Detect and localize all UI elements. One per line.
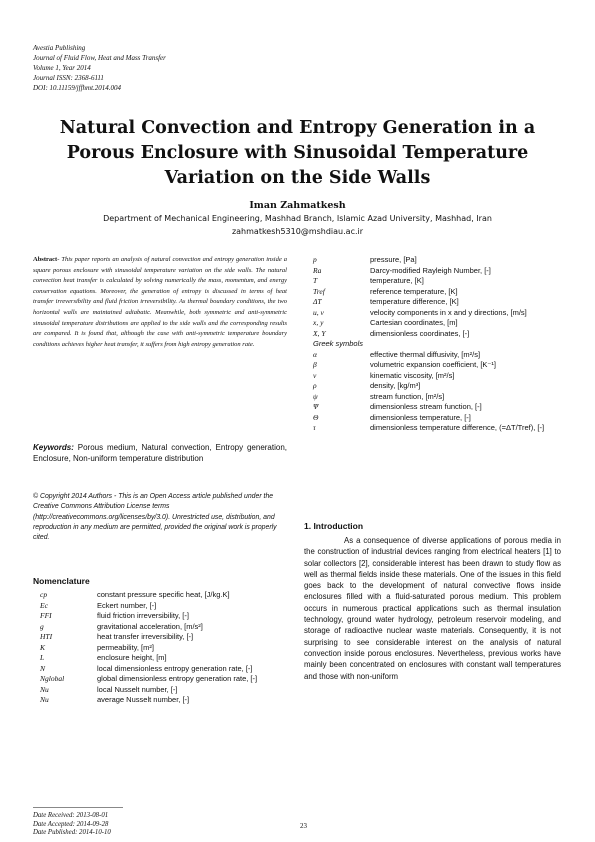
- nomenclature-row: [40, 632, 285, 643]
- title-line-2: Porous Enclosure with Sinusoidal Temperature: [66, 143, 529, 163]
- nomenclature-description: average Nusselt number, [-]: [97, 695, 190, 704]
- nomenclature-description: Cartesian coordinates, [m]: [370, 318, 458, 327]
- nomenclature-right-list: [313, 255, 563, 434]
- nomenclature-description: Darcy-modified Rayleigh Number, [-]: [370, 265, 491, 275]
- page-number: 23: [300, 822, 307, 830]
- nomenclature-description: dimensionless stream function, [-]: [370, 402, 482, 411]
- nomenclature-symbol: Θ: [313, 412, 319, 422]
- nomenclature-left-list: [40, 590, 285, 706]
- nomenclature-row: [313, 360, 563, 371]
- nomenclature-row: [40, 611, 285, 622]
- nomenclature-row: [313, 371, 563, 382]
- nomenclature-symbol: ν: [313, 370, 317, 380]
- nomenclature-row: [40, 653, 285, 664]
- nomenclature-description: volumetric expansion coefficient, [K⁻¹]: [370, 360, 496, 369]
- nomenclature-description: kinematic viscosity, [m²/s]: [370, 370, 455, 380]
- nomenclature-row: [313, 350, 563, 361]
- nomenclature-description: heat transfer irreversibility, [-]: [97, 632, 194, 641]
- nomenclature-row: [40, 622, 285, 633]
- nomenclature-description: permeability, [m²]: [97, 642, 154, 652]
- publisher-line: Avestia Publishing: [33, 44, 86, 52]
- nomenclature-description: dimensionless temperature difference, (=ΔT/Tref), [-]: [370, 423, 545, 432]
- abstract-text: - This paper reports an analysis of natural convection and entropy generation inside a square porous enclosure with sinusoidal temperature variation on the side walls. The natural convection heat transfer is calculated by solving numerically the mass, momentum, and energy conservation equations. Moreover, the generation of entropy is discussed in terms of heat transfer irreversibility and fluid friction irreversibility. As thermal boundary conditions, the two horizontal walls are maintained adiabatic. Meanwhile, both symmetric and anti-symmetric sinusoidal temperature distributions are applied to the side walls and the corresponding results are compared. It is found that, although the case with anti-symmetric temperature boundary conditions achieves higher heat transfer, it suffers from high entropy generation rate.: [33, 256, 287, 348]
- title-line-3: Variation on the Side Walls: [164, 168, 431, 188]
- nomenclature-title: Nomenclature: [33, 576, 90, 586]
- date-accepted: Date Accepted: 2014-09-28: [33, 820, 109, 828]
- nomenclature-symbol: Ec: [40, 600, 48, 610]
- date-published: Date Published: 2014-10-10: [33, 829, 111, 837]
- nomenclature-symbol: ψ: [313, 391, 318, 401]
- nomenclature-description: reference temperature, [K]: [370, 286, 458, 296]
- nomenclature-description: fluid friction irreversibility, [-]: [97, 611, 189, 620]
- nomenclature-description: stream function, [m²/s]: [370, 391, 445, 401]
- nomenclature-description: global dimensionless entropy generation rate, [-]: [97, 674, 258, 683]
- nomenclature-description: enclosure height, [m]: [97, 653, 167, 662]
- nomenclature-description: temperature, [K]: [370, 276, 424, 285]
- nomenclature-symbol: T: [313, 276, 318, 285]
- greek-symbols-title: Greek symbols: [313, 339, 364, 348]
- nomenclature-symbol: HTI: [40, 632, 53, 641]
- footer-rule: [33, 807, 123, 808]
- nomenclature-row: [313, 266, 563, 277]
- journal-name-line: Journal of Fluid Flow, Heat and Mass Transfer: [33, 54, 166, 62]
- nomenclature-symbol: N: [40, 663, 46, 673]
- nomenclature-symbol: X, Y: [313, 328, 326, 338]
- nomenclature-symbol: Tref: [313, 286, 325, 296]
- doi-line[interactable]: DOI: 10.11159/jffhmt.2014.004: [33, 84, 122, 92]
- nomenclature-symbol: p: [313, 255, 317, 264]
- abstract-label: Abstract: [33, 256, 58, 263]
- nomenclature-row: [313, 276, 563, 287]
- nomenclature-description: effective thermal diffusivity, [m²/s]: [370, 349, 481, 359]
- copyright-notice: © Copyright 2014 Authors - This is an Open Access article published under the Creative Commons Attribution License terms (http://creativecommons.org/licenses/by/3.0). Unrestricted use, distribution, and reproduction in any medium are permitted, provided the original work is properly cited.: [33, 493, 277, 542]
- author-affiliation: Department of Mechanical Engineering, Mashhad Branch, Islamic Azad University, Mashhad, Iran: [103, 214, 492, 223]
- nomenclature-symbol: ΔT: [313, 297, 322, 306]
- nomenclature-symbol: cp: [40, 590, 48, 599]
- nomenclature-description: local dimensionless entropy generation rate, [-]: [97, 663, 253, 673]
- keywords: [33, 442, 287, 464]
- nomenclature-symbol: Nglobal: [40, 674, 65, 683]
- nomenclature-symbol: Nu: [40, 695, 49, 704]
- nomenclature-description: Eckert number, [-]: [97, 600, 157, 610]
- nomenclature-row: [313, 381, 563, 392]
- nomenclature-symbol: β: [313, 360, 317, 369]
- nomenclature-description: gravitational acceleration, [m/s²]: [97, 621, 203, 631]
- title-line-1: Natural Convection and Entropy Generation in a: [59, 118, 536, 138]
- nomenclature-row: [40, 590, 285, 601]
- nomenclature-row: [313, 402, 563, 413]
- nomenclature-symbol: τ: [313, 423, 316, 432]
- nomenclature-symbol: Nu: [40, 684, 49, 694]
- introduction-text: As a consequence of diverse applications of porous media in the construction of industrial devices ranging from electrical heaters [1] to solar collectors [2], considerable interest has been drawn to study flow as well as thermal fields inside these materials. One of the issues in this field goes back to the development of natural convective flows inside enclosures filled with a fluid-saturated porous medium. This problem occurs in numerous practical applications such as thermal insulation technology, ground water hydrology, petroleum reservoir modeling, and storage of radioactive nuclear waste materials. Consequently, it is not surprising to see considerable interest on the analysis of natural convection inside porous enclosures. Nevertheless, previous works have mainly been concentrated on enclosures with constant wall temperatures and those with non-uniform: [304, 536, 561, 681]
- nomenclature-description: pressure, [Pa]: [370, 255, 417, 264]
- nomenclature-symbol: x, y: [313, 318, 324, 327]
- nomenclature-row: [40, 695, 285, 706]
- footer-dates: [33, 812, 111, 838]
- introduction-heading: 1. Introduction: [304, 521, 364, 531]
- nomenclature-row: [313, 255, 563, 266]
- nomenclature-row: [40, 664, 285, 675]
- issn-line: Journal ISSN: 2368-6111: [33, 74, 104, 82]
- paper-title: [40, 116, 555, 191]
- nomenclature-description: velocity components in x and y directions, [m/s]: [370, 307, 527, 317]
- nomenclature-symbol: Ψ: [313, 402, 319, 411]
- nomenclature-row: [313, 297, 563, 308]
- nomenclature-symbol: FFI: [40, 611, 52, 620]
- nomenclature-row: [40, 601, 285, 612]
- nomenclature-description: density, [kg/m³]: [370, 381, 421, 390]
- nomenclature-description: local Nusselt number, [-]: [97, 684, 178, 694]
- abstract: [33, 255, 287, 350]
- nomenclature-row: [40, 674, 285, 685]
- volume-line: Volume 1, Year 2014: [33, 64, 91, 72]
- nomenclature-symbol: Ra: [313, 265, 322, 275]
- nomenclature-symbol: L: [40, 653, 45, 662]
- keywords-label: Keywords:: [33, 443, 74, 452]
- nomenclature-row: [313, 413, 563, 424]
- nomenclature-row: [313, 329, 563, 340]
- nomenclature-row: [313, 318, 563, 329]
- nomenclature-row: [313, 308, 563, 319]
- author-name: Iman Zahmatkesh: [249, 200, 346, 211]
- nomenclature-row: [313, 392, 563, 403]
- nomenclature-description: constant pressure specific heat, [J/kg.K]: [97, 590, 230, 599]
- nomenclature-row: [313, 287, 563, 298]
- nomenclature-row: [40, 685, 285, 696]
- nomenclature-description: dimensionless temperature, [-]: [370, 412, 471, 422]
- nomenclature-symbol: α: [313, 349, 317, 359]
- keywords-text: Porous medium, Natural convection, Entropy generation, Enclosure, Non-uniform temperature distribution: [33, 443, 287, 463]
- nomenclature-row: [313, 423, 563, 434]
- journal-header: [33, 43, 166, 93]
- nomenclature-description: temperature difference, [K]: [370, 297, 459, 306]
- nomenclature-symbol: K: [40, 642, 46, 652]
- nomenclature-description: dimensionless coordinates, [-]: [370, 328, 470, 338]
- nomenclature-row: [40, 643, 285, 654]
- nomenclature-symbol: ρ: [313, 381, 317, 390]
- nomenclature-symbol: g: [40, 621, 44, 631]
- nomenclature-symbol: u, v: [313, 307, 324, 317]
- author-email[interactable]: zahmatkesh5310@mshdiau.ac.ir: [231, 227, 364, 236]
- date-received: Date Received: 2013-08-01: [33, 812, 109, 819]
